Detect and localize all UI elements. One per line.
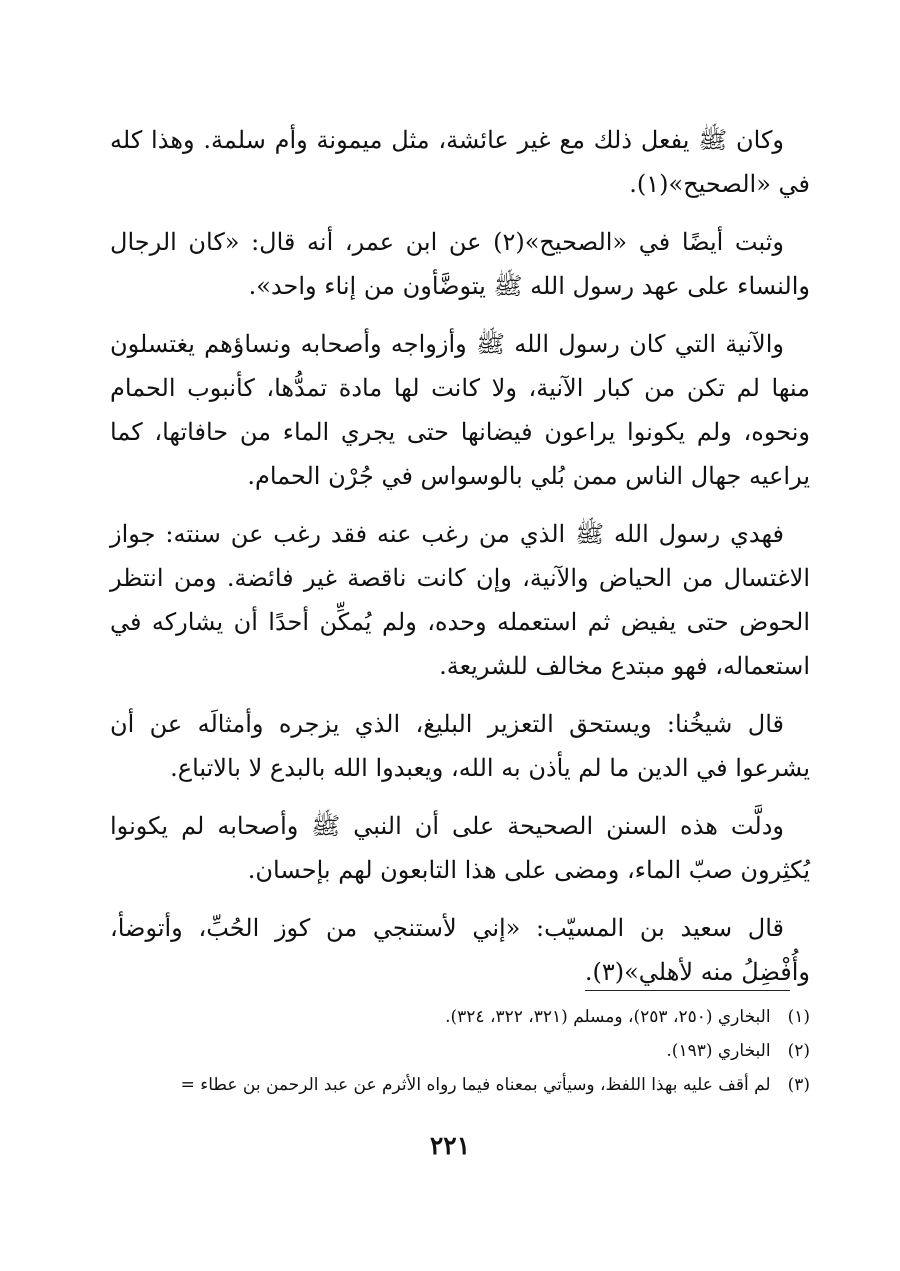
paragraph-1 xyxy=(110,118,810,206)
paragraph-6 xyxy=(110,804,810,892)
footnote-text: البخاري (٢٥٠، ٢٥٣)، ومسلم (٣٢١، ٣٢٢، ٣٢٤). xyxy=(445,1007,771,1027)
paragraph-7 xyxy=(110,906,810,994)
footnote-1 xyxy=(105,1002,810,1032)
footnote-3 xyxy=(105,1070,810,1100)
footnote-divider xyxy=(585,990,790,991)
footnote-number: (٣) xyxy=(787,1075,810,1095)
paragraph-4 xyxy=(110,512,810,688)
paragraph-text: وثبت أيضًا في «الصحيح»(٢) عن ابن عمر، أنه قال: «كان الرجال والنساء على عهد رسول الله ﷺ يتوضَّأون من إناء واحد». xyxy=(110,228,810,300)
paragraph-text: قال شيخُنا: ويستحق التعزير البليغ، الذي يزجره وأمثالَه عن أن يشرعوا في الدين ما لم يأذن به الله، ويعبدوا الله بالبدع لا بالاتباع. xyxy=(110,710,810,782)
footnote-number: (١) xyxy=(787,1007,810,1027)
footnotes xyxy=(105,1002,810,1104)
footnote-2 xyxy=(105,1036,810,1066)
paragraph-text: قال سعيد بن المسيّب: «إني لأستنجي من كوز الحُبِّ، وأتوضأ، وأُفْضِلُ منه لأهلي»(٣). xyxy=(110,914,810,986)
footnote-text: البخاري (١٩٣). xyxy=(666,1041,771,1061)
paragraph-text: وكان ﷺ يفعل ذلك مع غير عائشة، مثل ميمونة وأم سلمة. وهذا كله في «الصحيح»(١). xyxy=(110,126,810,198)
footnote-text: لم أقف عليه بهذا اللفظ، وسيأتي بمعناه فيما رواه الأثرم عن عبد الرحمن بن عطاء = xyxy=(180,1075,771,1095)
main-text xyxy=(110,118,810,1008)
paragraph-3 xyxy=(110,322,810,498)
paragraph-2 xyxy=(110,220,810,308)
paragraph-text: فهدي رسول الله ﷺ الذي من رغب عنه فقد رغب عن سنته: جواز الاغتسال من الحياض والآنية، وإن كانت ناقصة غير فائضة. ومن انتظر الحوض حتى يفيض ثم استعمله وحده، ولم يُمكِّن أحدًا أن يشاركه في استعماله، فهو مبتدع مخالف للشريعة. xyxy=(110,520,810,680)
footnote-number: (٢) xyxy=(787,1041,810,1061)
paragraph-text: والآنية التي كان رسول الله ﷺ وأزواجه وأصحابه ونساؤهم يغتسلون منها لم تكن من كبار الآنية، ولا كانت لها مادة تمدُّها، كأنبوب الحمام ونحوه، ولم يكونوا يراعون فيضانها حتى يجري الماء من حافاتها، كما يراعيه جهال الناس ممن بُلي بالوسواس في جُرْن الحمام. xyxy=(110,330,810,490)
paragraph-text: ودلَّت هذه السنن الصحيحة على أن النبي ﷺ وأصحابه لم يكونوا يُكثِرون صبّ الماء، ومضى على هذا التابعون لهم بإحسان. xyxy=(110,812,810,884)
page-number: ٢٢١ xyxy=(429,1131,471,1160)
paragraph-5 xyxy=(110,702,810,790)
